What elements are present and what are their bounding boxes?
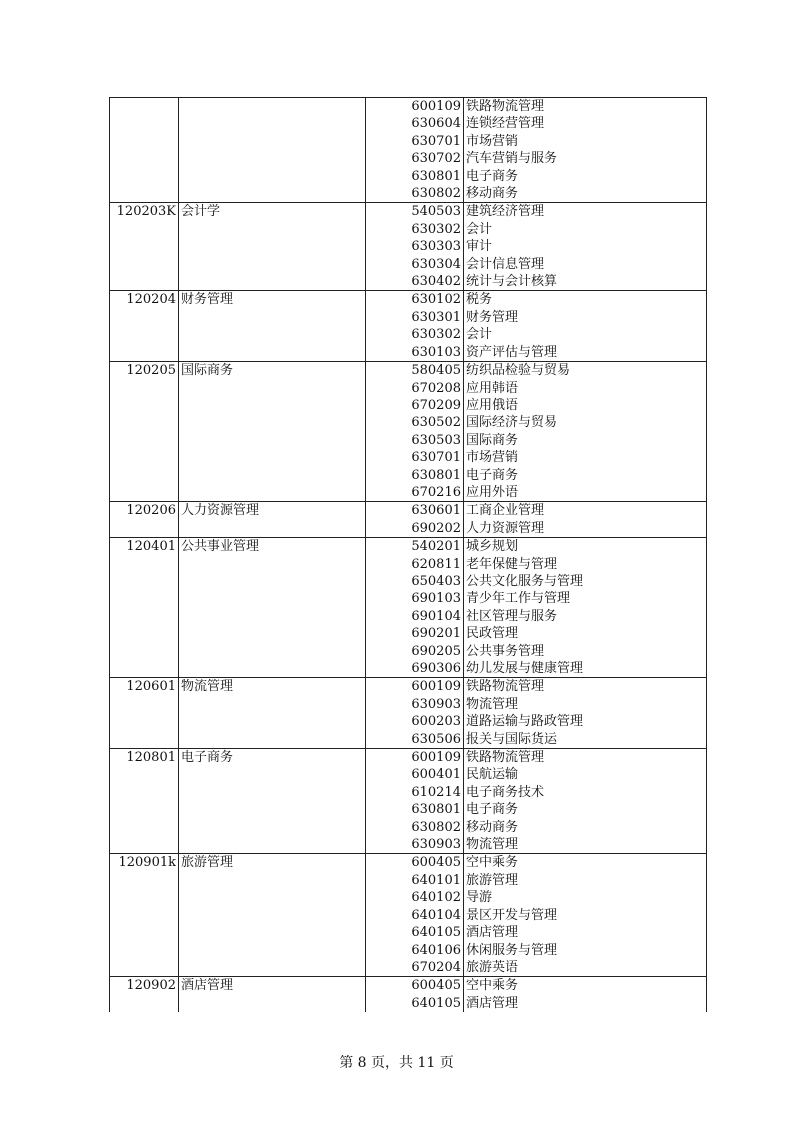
major-name-cell	[179, 203, 366, 291]
major-code-cell	[110, 977, 179, 1012]
related-name: 导游	[466, 890, 493, 906]
related-name: 休闲服务与管理	[466, 942, 558, 958]
related-code: 630701	[411, 133, 461, 149]
major-name: 国际商务	[181, 363, 234, 379]
related-code-cell	[366, 238, 464, 255]
related-code: 690202	[411, 520, 461, 536]
related-name: 会计信息管理	[466, 256, 545, 272]
related-name-cell	[464, 590, 707, 607]
major-name: 财务管理	[181, 292, 234, 308]
related-name: 统计与会计核算	[466, 274, 558, 290]
related-name-cell	[464, 273, 707, 291]
related-name-cell	[464, 502, 707, 520]
related-code-cell	[366, 977, 464, 995]
related-name-cell	[464, 115, 707, 132]
related-name: 审计	[466, 239, 493, 255]
major-name-cell	[179, 502, 366, 538]
related-name-cell	[464, 643, 707, 660]
major-code-cell	[110, 749, 179, 854]
related-name-cell	[464, 608, 707, 625]
major-code: 120401	[126, 539, 176, 555]
related-name: 电子商务技术	[466, 784, 545, 800]
related-name-cell	[464, 625, 707, 642]
related-name: 民政管理	[466, 626, 519, 642]
related-name: 应用俄语	[466, 397, 519, 413]
related-code-cell	[366, 203, 464, 221]
table-row	[110, 362, 707, 380]
major-code: 120203K	[116, 204, 176, 220]
related-code-cell	[366, 414, 464, 431]
major-name-cell	[179, 98, 366, 203]
related-name-cell	[464, 713, 707, 730]
related-code: 630702	[411, 151, 461, 167]
related-name: 电子商务	[466, 802, 519, 818]
major-code: 120902	[126, 978, 176, 994]
page-footer: 第 8 页，共 11 页	[339, 1055, 454, 1071]
related-code-cell	[366, 942, 464, 959]
related-name-cell	[464, 432, 707, 449]
related-name: 民航运输	[466, 767, 519, 783]
related-code-cell	[366, 959, 464, 977]
related-name-cell	[464, 678, 707, 696]
major-name-cell	[179, 854, 366, 977]
related-name-cell	[464, 221, 707, 238]
related-name: 青少年工作与管理	[466, 591, 571, 607]
major-name-cell	[179, 291, 366, 362]
related-name-cell	[464, 380, 707, 397]
related-code-cell	[366, 819, 464, 836]
related-code: 600401	[411, 767, 461, 783]
related-code: 630502	[411, 415, 461, 431]
major-mapping-table	[109, 97, 707, 1012]
related-name-cell	[464, 185, 707, 203]
related-name-cell	[464, 168, 707, 185]
related-code: 690205	[411, 643, 461, 659]
related-code-cell	[366, 784, 464, 801]
related-name-cell	[464, 344, 707, 362]
related-name-cell	[464, 397, 707, 414]
related-code-cell	[366, 309, 464, 326]
major-code: 120601	[126, 679, 176, 695]
related-name: 报关与国际货运	[466, 731, 558, 747]
related-name: 建筑经济管理	[466, 204, 545, 220]
related-name-cell	[464, 907, 707, 924]
major-code: 120205	[126, 363, 176, 379]
related-code-cell	[366, 766, 464, 783]
related-name-cell	[464, 133, 707, 150]
related-code: 600109	[411, 99, 461, 114]
related-name: 市场营销	[466, 450, 519, 466]
major-name-cell	[179, 749, 366, 854]
related-code-cell	[366, 872, 464, 889]
related-code: 690104	[411, 608, 461, 624]
related-code: 690201	[411, 626, 461, 642]
related-name-cell	[464, 836, 707, 854]
major-name: 会计学	[181, 204, 221, 220]
related-code: 630801	[411, 168, 461, 184]
related-code-cell	[366, 660, 464, 678]
related-code-cell	[366, 731, 464, 749]
related-name-cell	[464, 801, 707, 818]
related-name-cell	[464, 326, 707, 343]
related-name: 资产评估与管理	[466, 344, 558, 360]
related-code-cell	[366, 344, 464, 362]
related-name: 道路运输与路政管理	[466, 714, 584, 730]
related-code-cell	[366, 907, 464, 924]
related-name-cell	[464, 784, 707, 801]
related-code: 600109	[411, 750, 461, 766]
related-name-cell	[464, 291, 707, 309]
table-row	[110, 977, 707, 995]
related-name: 酒店管理	[466, 995, 519, 1011]
related-name: 国际经济与贸易	[466, 415, 558, 431]
related-name-cell	[464, 766, 707, 783]
table-row	[110, 678, 707, 696]
related-code-cell	[366, 924, 464, 941]
related-name-cell	[464, 538, 707, 556]
related-code: 670204	[411, 959, 461, 975]
major-name: 旅游管理	[181, 855, 234, 871]
related-code: 600109	[411, 679, 461, 695]
table-row	[110, 854, 707, 872]
major-code-cell	[110, 291, 179, 362]
related-name: 国际商务	[466, 432, 519, 448]
related-code: 630903	[411, 837, 461, 853]
related-name-cell	[464, 819, 707, 836]
related-name-cell	[464, 749, 707, 767]
related-code: 600405	[411, 978, 461, 994]
related-name-cell	[464, 467, 707, 484]
major-code-cell	[110, 678, 179, 749]
related-name-cell	[464, 660, 707, 678]
related-code-cell	[366, 380, 464, 397]
related-code-cell	[366, 502, 464, 520]
major-name-cell	[179, 678, 366, 749]
related-code-cell	[366, 801, 464, 818]
related-name-cell	[464, 942, 707, 959]
related-name: 应用韩语	[466, 380, 519, 396]
related-code-cell	[366, 608, 464, 625]
related-name: 社区管理与服务	[466, 608, 558, 624]
related-code-cell	[366, 397, 464, 414]
related-name: 物流管理	[466, 696, 519, 712]
related-code-cell	[366, 573, 464, 590]
related-name-cell	[464, 414, 707, 431]
related-name: 电子商务	[466, 467, 519, 483]
related-name: 财务管理	[466, 309, 519, 325]
related-code: 630604	[411, 116, 461, 132]
related-code: 600203	[411, 714, 461, 730]
table-row	[110, 538, 707, 556]
related-code-cell	[366, 590, 464, 607]
related-code-cell	[366, 256, 464, 273]
related-code: 630102	[411, 292, 461, 308]
related-code: 670216	[411, 484, 461, 500]
related-code-cell	[366, 696, 464, 713]
related-name-cell	[464, 556, 707, 573]
related-name-cell	[464, 203, 707, 221]
related-code-cell	[366, 273, 464, 291]
related-code: 690306	[411, 661, 461, 676]
related-code: 630503	[411, 432, 461, 448]
related-name-cell	[464, 854, 707, 872]
related-code: 640102	[411, 890, 461, 906]
related-name-cell	[464, 872, 707, 889]
major-name-cell	[179, 977, 366, 1012]
related-name: 旅游英语	[466, 959, 519, 975]
related-name: 铁路物流管理	[466, 750, 545, 766]
table-row	[110, 502, 707, 520]
related-code: 630801	[411, 467, 461, 483]
related-code: 630402	[411, 274, 461, 290]
related-code-cell	[366, 467, 464, 484]
related-code-cell	[366, 889, 464, 906]
major-code: 120204	[126, 292, 176, 308]
major-code-cell	[110, 203, 179, 291]
related-code: 640105	[411, 925, 461, 941]
related-name: 酒店管理	[466, 925, 519, 941]
related-code: 630701	[411, 450, 461, 466]
related-name: 税务	[466, 292, 493, 308]
related-code-cell	[366, 326, 464, 343]
related-code-cell	[366, 362, 464, 380]
related-code: 540201	[411, 539, 461, 555]
related-code: 670209	[411, 397, 461, 413]
major-code-cell	[110, 502, 179, 538]
related-code-cell	[366, 749, 464, 767]
related-code: 630802	[411, 186, 461, 202]
major-code-cell	[110, 854, 179, 977]
related-code: 630103	[411, 344, 461, 360]
table-row	[110, 291, 707, 309]
related-code: 630304	[411, 256, 461, 272]
related-code-cell	[366, 484, 464, 502]
related-code-cell	[366, 643, 464, 660]
related-code: 670208	[411, 380, 461, 396]
major-code-cell	[110, 362, 179, 502]
major-code-cell	[110, 98, 179, 203]
related-code-cell	[366, 854, 464, 872]
related-name-cell	[464, 573, 707, 590]
related-code: 640104	[411, 907, 461, 923]
related-code: 640101	[411, 872, 461, 888]
related-code-cell	[366, 221, 464, 238]
table-row	[110, 98, 707, 116]
related-code: 650403	[411, 573, 461, 589]
related-code-cell	[366, 449, 464, 466]
related-code-cell	[366, 115, 464, 132]
related-name: 铁路物流管理	[466, 99, 545, 114]
related-name: 景区开发与管理	[466, 907, 558, 923]
major-code: 120801	[126, 750, 176, 766]
related-name: 市场营销	[466, 133, 519, 149]
related-code: 630802	[411, 819, 461, 835]
related-code-cell	[366, 713, 464, 730]
major-name-cell	[179, 362, 366, 502]
related-code-cell	[366, 625, 464, 642]
related-code-cell	[366, 432, 464, 449]
major-name: 物流管理	[181, 679, 234, 695]
related-code-cell	[366, 291, 464, 309]
related-name-cell	[464, 256, 707, 273]
related-code-cell	[366, 185, 464, 203]
related-code-cell	[366, 168, 464, 185]
related-code: 630506	[411, 731, 461, 747]
related-name-cell	[464, 238, 707, 255]
related-code: 600405	[411, 855, 461, 871]
related-name: 人力资源管理	[466, 520, 545, 536]
major-name: 公共事业管理	[181, 539, 260, 555]
related-code: 580405	[411, 363, 461, 379]
major-code: 120901k	[118, 855, 176, 871]
related-name-cell	[464, 959, 707, 977]
related-name: 幼儿发展与健康管理	[466, 661, 584, 676]
related-code: 630301	[411, 309, 461, 325]
related-code-cell	[366, 520, 464, 538]
related-code-cell	[366, 678, 464, 696]
related-code: 630601	[411, 503, 461, 519]
related-code: 630302	[411, 327, 461, 343]
related-code: 690103	[411, 591, 461, 607]
related-name-cell	[464, 150, 707, 167]
related-name: 公共文化服务与管理	[466, 573, 584, 589]
related-name: 应用外语	[466, 484, 519, 500]
related-name-cell	[464, 731, 707, 749]
related-code-cell	[366, 150, 464, 167]
related-name-cell	[464, 484, 707, 502]
related-name-cell	[464, 520, 707, 538]
related-code: 630302	[411, 221, 461, 237]
related-name: 物流管理	[466, 837, 519, 853]
related-name: 会计	[466, 327, 493, 343]
related-code: 610214	[411, 784, 461, 800]
related-name: 移动商务	[466, 186, 519, 202]
related-code-cell	[366, 836, 464, 854]
table-row	[110, 203, 707, 221]
related-name-cell	[464, 696, 707, 713]
related-name: 连锁经营管理	[466, 116, 545, 132]
related-name: 空中乘务	[466, 978, 519, 994]
related-name: 工商企业管理	[466, 503, 545, 519]
related-name-cell	[464, 98, 707, 116]
related-code: 630303	[411, 239, 461, 255]
related-code-cell	[366, 538, 464, 556]
related-name-cell	[464, 362, 707, 380]
major-name: 人力资源管理	[181, 503, 260, 519]
related-name: 纺织品检验与贸易	[466, 363, 571, 379]
related-name-cell	[464, 889, 707, 906]
related-name: 移动商务	[466, 819, 519, 835]
related-name: 老年保健与管理	[466, 556, 558, 572]
related-name: 会计	[466, 221, 493, 237]
related-code: 630903	[411, 696, 461, 712]
related-name: 电子商务	[466, 168, 519, 184]
related-code-cell	[366, 995, 464, 1012]
related-code-cell	[366, 98, 464, 116]
related-name: 旅游管理	[466, 872, 519, 888]
related-name: 汽车营销与服务	[466, 151, 558, 167]
related-name-cell	[464, 924, 707, 941]
major-name-cell	[179, 538, 366, 678]
related-name-cell	[464, 995, 707, 1012]
related-name-cell	[464, 449, 707, 466]
related-code: 640105	[411, 995, 461, 1011]
related-code: 630801	[411, 802, 461, 818]
related-code: 640106	[411, 942, 461, 958]
major-name: 电子商务	[181, 750, 234, 766]
major-code: 120206	[126, 503, 176, 519]
related-name: 铁路物流管理	[466, 679, 545, 695]
major-name: 酒店管理	[181, 978, 234, 994]
related-name: 空中乘务	[466, 855, 519, 871]
related-name: 公共事务管理	[466, 643, 545, 659]
related-name-cell	[464, 309, 707, 326]
related-name-cell	[464, 977, 707, 995]
related-name: 城乡规划	[466, 539, 519, 555]
related-code: 540503	[411, 204, 461, 220]
table-row	[110, 749, 707, 767]
major-code-cell	[110, 538, 179, 678]
related-code-cell	[366, 556, 464, 573]
related-code: 620811	[411, 556, 461, 572]
related-code-cell	[366, 133, 464, 150]
